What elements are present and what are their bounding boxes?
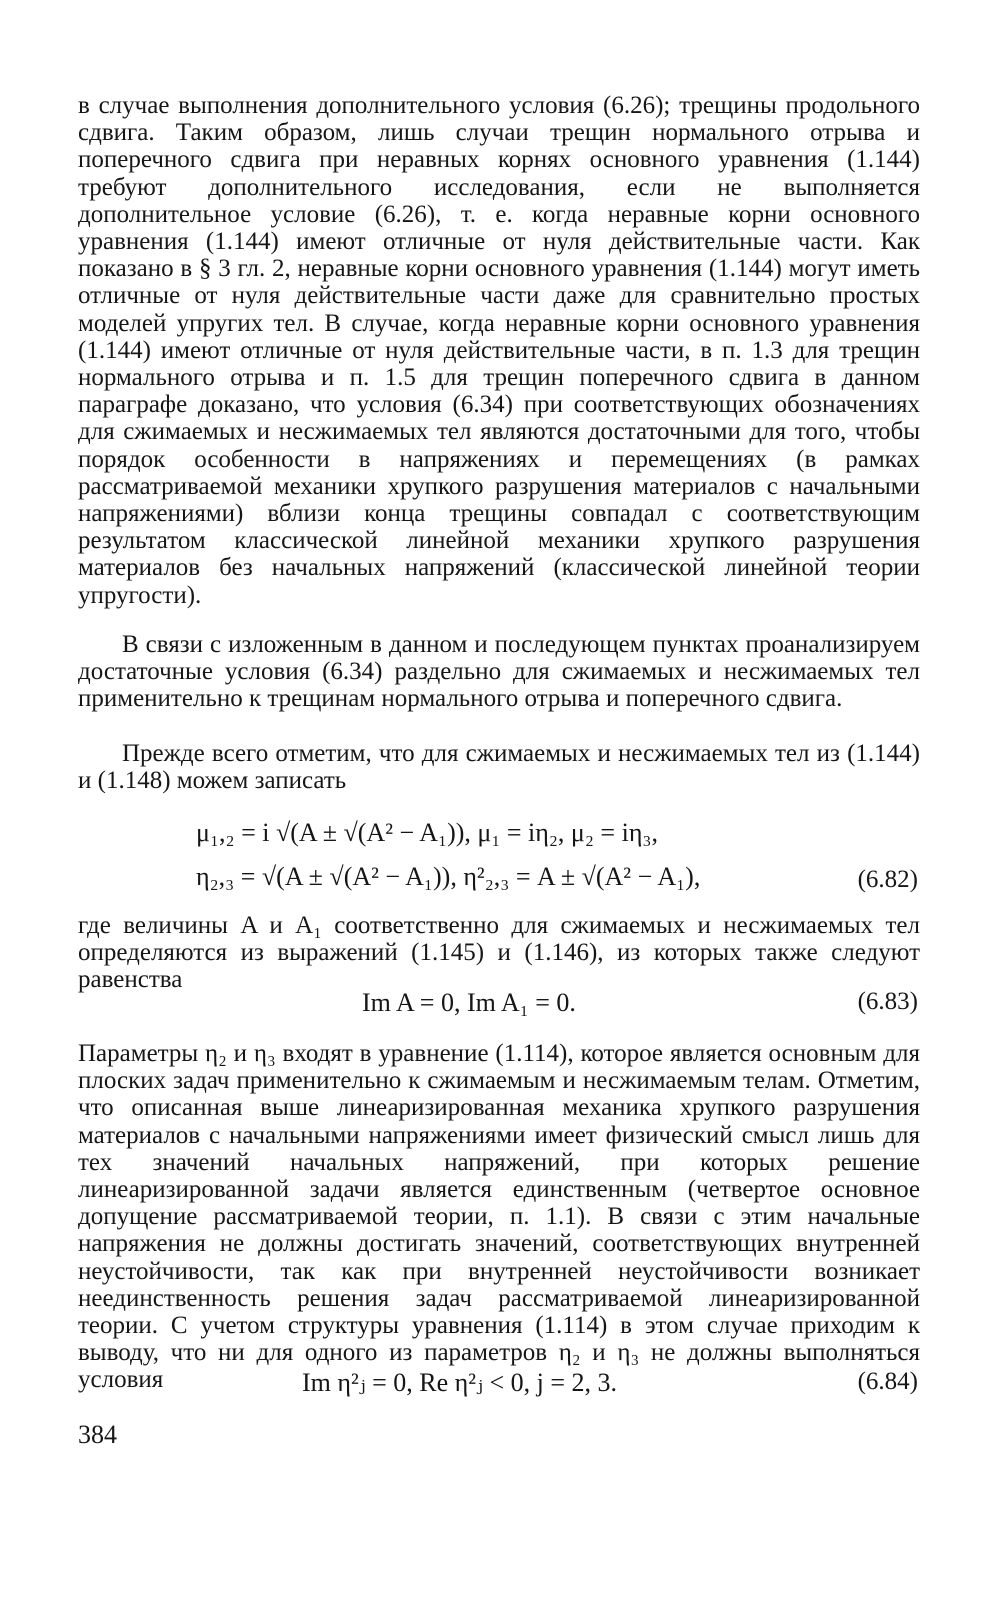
equation-6-83: Im A = 0, Im A₁ = 0. <box>362 988 576 1017</box>
equation-6-82-line-1: μ₁,₂ = i √(A ± √(A² − A₁)), μ₁ = iη₂, μ₂ = iη₃, <box>196 818 658 847</box>
equation-6-84: Im η²ⱼ = 0, Re η²ⱼ < 0, j = 2, 3. <box>302 1368 617 1397</box>
paragraph-2: В связи с изложенным в данном и последующем пунктах проанализируем достаточные условия (6.34) раздельно для сжимаемых и несжимаемых тел применительно к трещинам нормального отрыва и поперечного сдвига. <box>78 631 920 713</box>
paragraph-4: где величины A и A₁ соответственно для сжимаемых и несжимаемых тел определяются из выражений (1.145) и (1.146), из которых также следуют равенства <box>78 912 920 994</box>
page-number: 384 <box>78 1420 117 1449</box>
equation-number-6-83: (6.83) <box>857 988 918 1015</box>
paragraph-3: Прежде всего отметим, что для сжимаемых и несжимаемых тел из (1.144) и (1.148) можем записать <box>78 740 920 795</box>
equation-number-6-82: (6.82) <box>857 866 918 893</box>
paragraph-5: Параметры η₂ и η₃ входят в уравнение (1.114), которое является основным для плоских задач применительно к сжимаемым и несжимаемым телам. Отметим, что описанная выше линеаризированная механика хрупкого разрушения материалов с начальными напряжениями имеет физический смысл лишь для тех значений начальных напряжений, при которых решение линеаризированной задачи является единственным (четвертое основное допущение рассматриваемой теории, п. 1.1). В связи с этим начальные напряжения не должны достигать значений, соответствующих внутренней неустойчивости, так как при внутренней неустойчивости возникает неединственность решения задач рассматриваемой линеаризированной теории. С учетом структуры уравнения (1.114) в этом случае приходим к выводу, что ни для одного из параметров η₂ и η₃ не должны выполняться условия <box>78 1040 920 1394</box>
equation-number-6-84: (6.84) <box>857 1368 918 1395</box>
paragraph-1: в случае выполнения дополнительного условия (6.26); трещины продольного сдвига. Таким образом, лишь случаи трещин нормального отрыва и поперечного сдвига при неравных корнях основного уравнения (1.144) требуют дополнительного исследования, если не выполняется дополнительное условие (6.26), т. е. когда неравные корни основного уравнения (1.144) имеют отличные от нуля действительные части. Как показано в § 3 гл. 2, неравные корни основного уравнения (1.144) могут иметь отличные от нуля действительные части даже для сравнительно простых моделей упругих тел. В случае, когда неравные корни основного уравнения (1.144) имеют отличные от нуля действительные части, в п. 1.3 для трещин нормального отрыва и п. 1.5 для трещин поперечного сдвига в данном параграфе доказано, что условия (6.34) при соответствующих обозначениях для сжимаемых и несжимаемых тел являются достаточными для того, чтобы порядок особенности в напряжениях и перемещениях (в рамках рассматриваемой механики хрупкого разрушения материалов с начальными напряжениями) вблизи конца трещины совпадал с соответствующим результатом классической линейной механики хрупкого разрушения материалов без начальных напряжений (классической линейной теории упругости). <box>78 92 920 609</box>
equation-6-82-line-2: η₂,₃ = √(A ± √(A² − A₁)), η²₂,₃ = A ± √(A² − A₁), <box>196 862 701 891</box>
